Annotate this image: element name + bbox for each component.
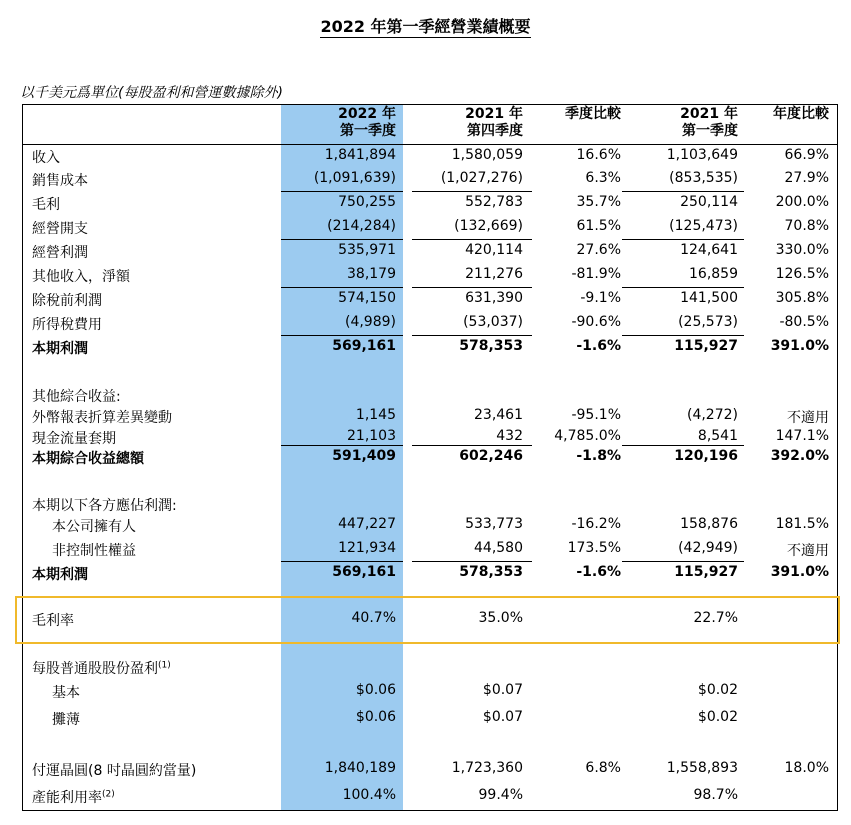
table-row: 產能利用率$^{(2)}$ 100.4% 99.4% 98.7% — [32, 787, 738, 806]
table-row-gross-margin: 毛利率 40.7% 35.0% 22.7% — [32, 610, 738, 629]
subtotal-rule — [622, 239, 744, 240]
subtotal-rule — [412, 239, 532, 240]
subtotal-rule — [622, 561, 744, 562]
unit-note: 以千美元爲單位(每股盈利和營運數據除外) — [20, 85, 283, 101]
table-row: 除稅前利潤 574,150 631,390 -9.1% 141,500 305.8% — [32, 290, 829, 309]
table-row: 外幣報表折算差異變動 1,145 23,461 -95.1% (4,272) 不適用 — [32, 407, 829, 426]
table-row-total-comprehensive: 本期綜合收益總額 591,409 602,246 -1.8% 120,196 392.0% — [32, 448, 829, 467]
subtotal-rule — [281, 287, 403, 288]
table-row: 所得稅費用 (4,989) (53,037) -90.6% (25,573) -80.5% — [32, 314, 829, 333]
header-divider — [22, 144, 838, 145]
subtotal-rule — [281, 561, 403, 562]
table-row: 毛利 750,255 552,783 35.7% 250,114 200.0% — [32, 194, 829, 213]
subtotal-rule — [412, 335, 532, 336]
table-row: 基本 $0.06 $0.07 $0.02 — [52, 682, 738, 701]
header-qoq: 季度比較 — [565, 106, 621, 122]
subtotal-rule — [412, 191, 532, 192]
table-row: 付運晶圓(8 吋晶圓約當量) 1,840,189 1,723,360 6.8% 1,558,893 18.0% — [32, 760, 829, 779]
header-2021-q1: 2021 年 第一季度 — [680, 106, 738, 139]
subtotal-rule — [281, 335, 403, 336]
subtotal-rule — [412, 287, 532, 288]
table-row-net-profit: 本期利潤 569,161 578,353 -1.6% 115,927 391.0% — [32, 338, 829, 357]
header-2021-q4: 2021 年 第四季度 — [465, 106, 523, 139]
subtotal-rule — [622, 335, 744, 336]
table-row: 經營開支 (214,284) (132,669) 61.5% (125,473) 70.8% — [32, 218, 829, 237]
table-row: 非控制性權益 121,934 44,580 173.5% (42,949) 不適用 — [52, 540, 829, 559]
table-row: 經營利潤 535,971 420,114 27.6% 124,641 330.0% — [32, 242, 829, 261]
section-label: 每股普通股股份盈利$^{(1)}$ — [32, 660, 171, 677]
table-row-net-profit: 本期利潤 569,161 578,353 -1.6% 115,927 391.0% — [32, 564, 829, 583]
section-label: 其他綜合收益: — [32, 389, 121, 405]
subtotal-rule — [281, 445, 403, 446]
subtotal-rule — [281, 191, 403, 192]
subtotal-rule — [412, 445, 532, 446]
subtotal-rule — [622, 191, 744, 192]
report-title: 2022 年第一季經營業績概要 — [320, 17, 531, 36]
subtotal-rule — [622, 445, 744, 446]
section-label: 本期以下各方應佔利潤: — [32, 498, 177, 514]
table-row: 本公司擁有人 447,227 533,773 -16.2% 158,876 181.5% — [52, 516, 829, 535]
subtotal-rule — [622, 287, 744, 288]
subtotal-rule — [281, 239, 403, 240]
table-row: 現金流量套期 21,103 432 4,785.0% 8,541 147.1% — [32, 428, 829, 447]
table-row: 其他收入，淨額 38,179 211,276 -81.9% 16,859 126.5% — [32, 266, 829, 285]
table-row: 收入 1,841,894 1,580,059 16.6% 1,103,649 66.9% — [32, 147, 829, 166]
subtotal-rule — [412, 561, 532, 562]
header-yoy: 年度比較 — [773, 106, 829, 122]
header-2022-q1: 2022 年 第一季度 — [338, 106, 396, 139]
table-row: 銷售成本 (1,091,639) (1,027,276) 6.3% (853,535) 27.9% — [32, 170, 829, 189]
table-row: 攤薄 $0.06 $0.07 $0.02 — [52, 709, 738, 728]
